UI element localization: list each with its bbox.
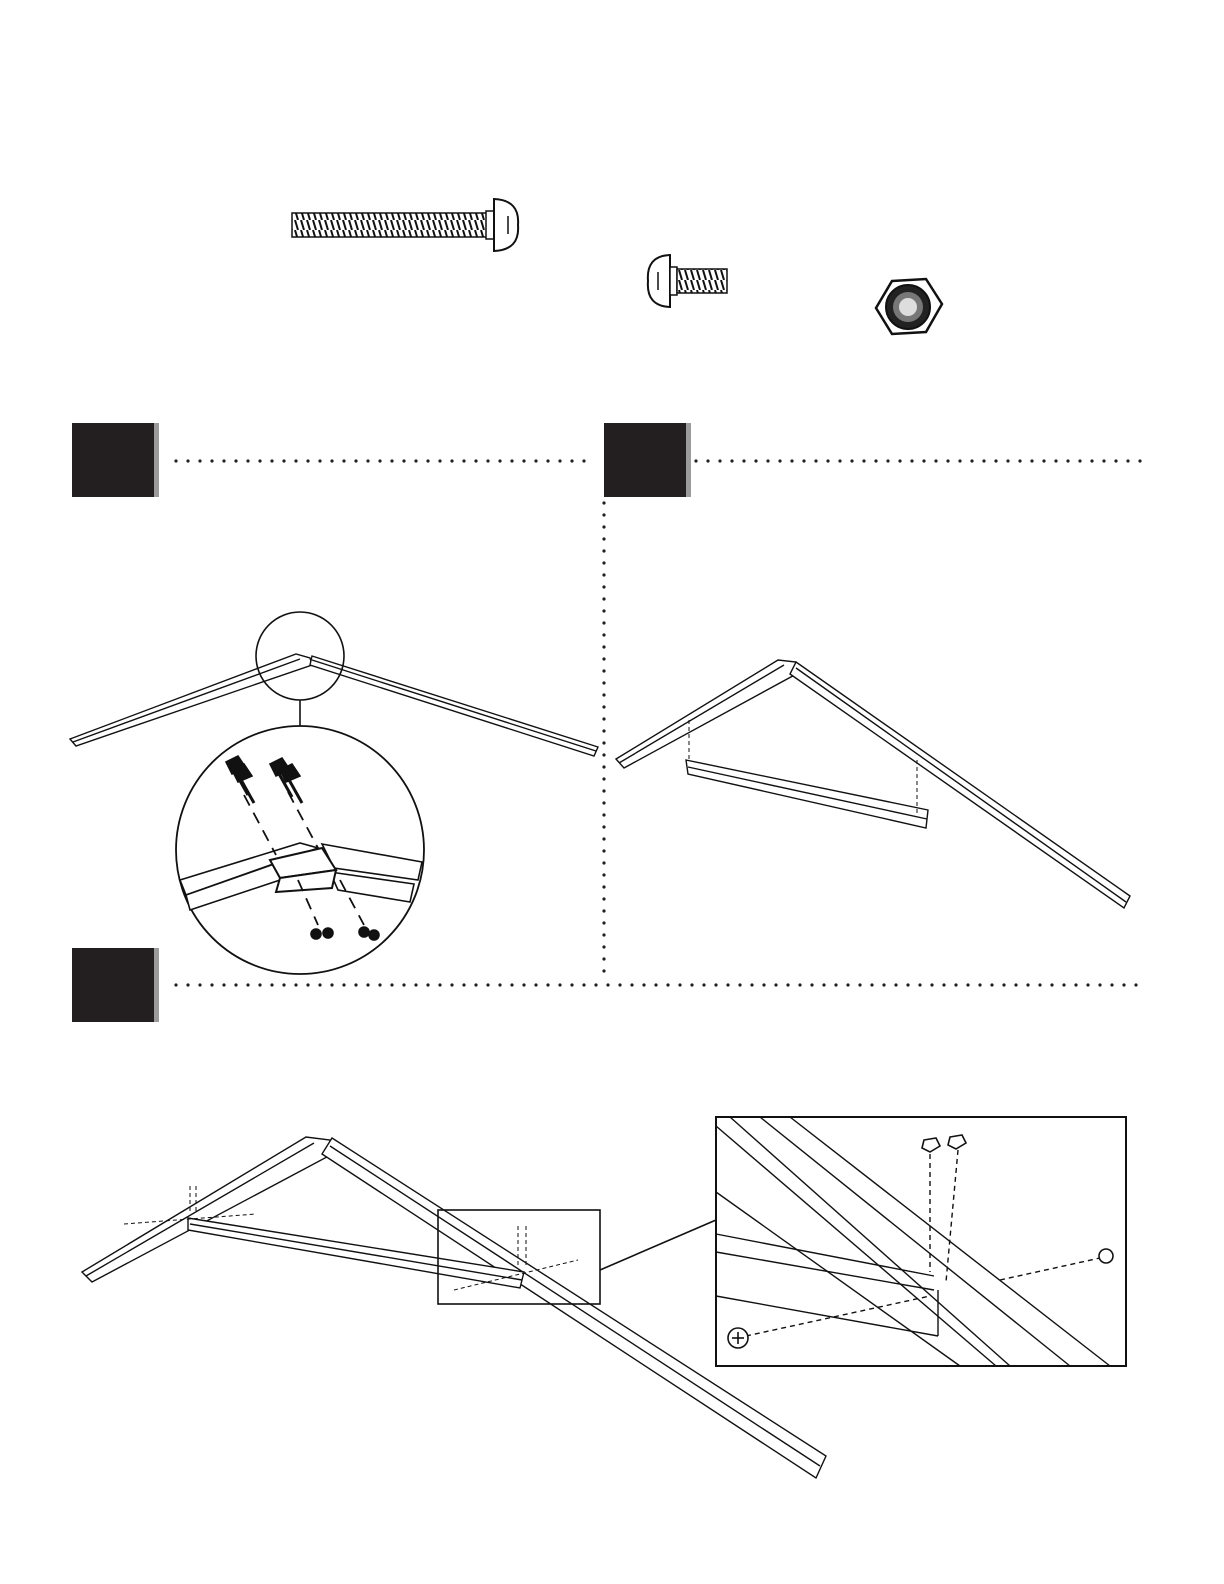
step1-rafter-assembly [70, 612, 598, 974]
step2-rafter-assembly [616, 660, 1130, 908]
step3-detail-inset [716, 1117, 1126, 1366]
hex-nut-icon [876, 279, 942, 334]
long-bolt-icon [292, 199, 518, 251]
short-screw-icon [648, 255, 727, 307]
step3-truss-assembly [82, 1137, 826, 1478]
